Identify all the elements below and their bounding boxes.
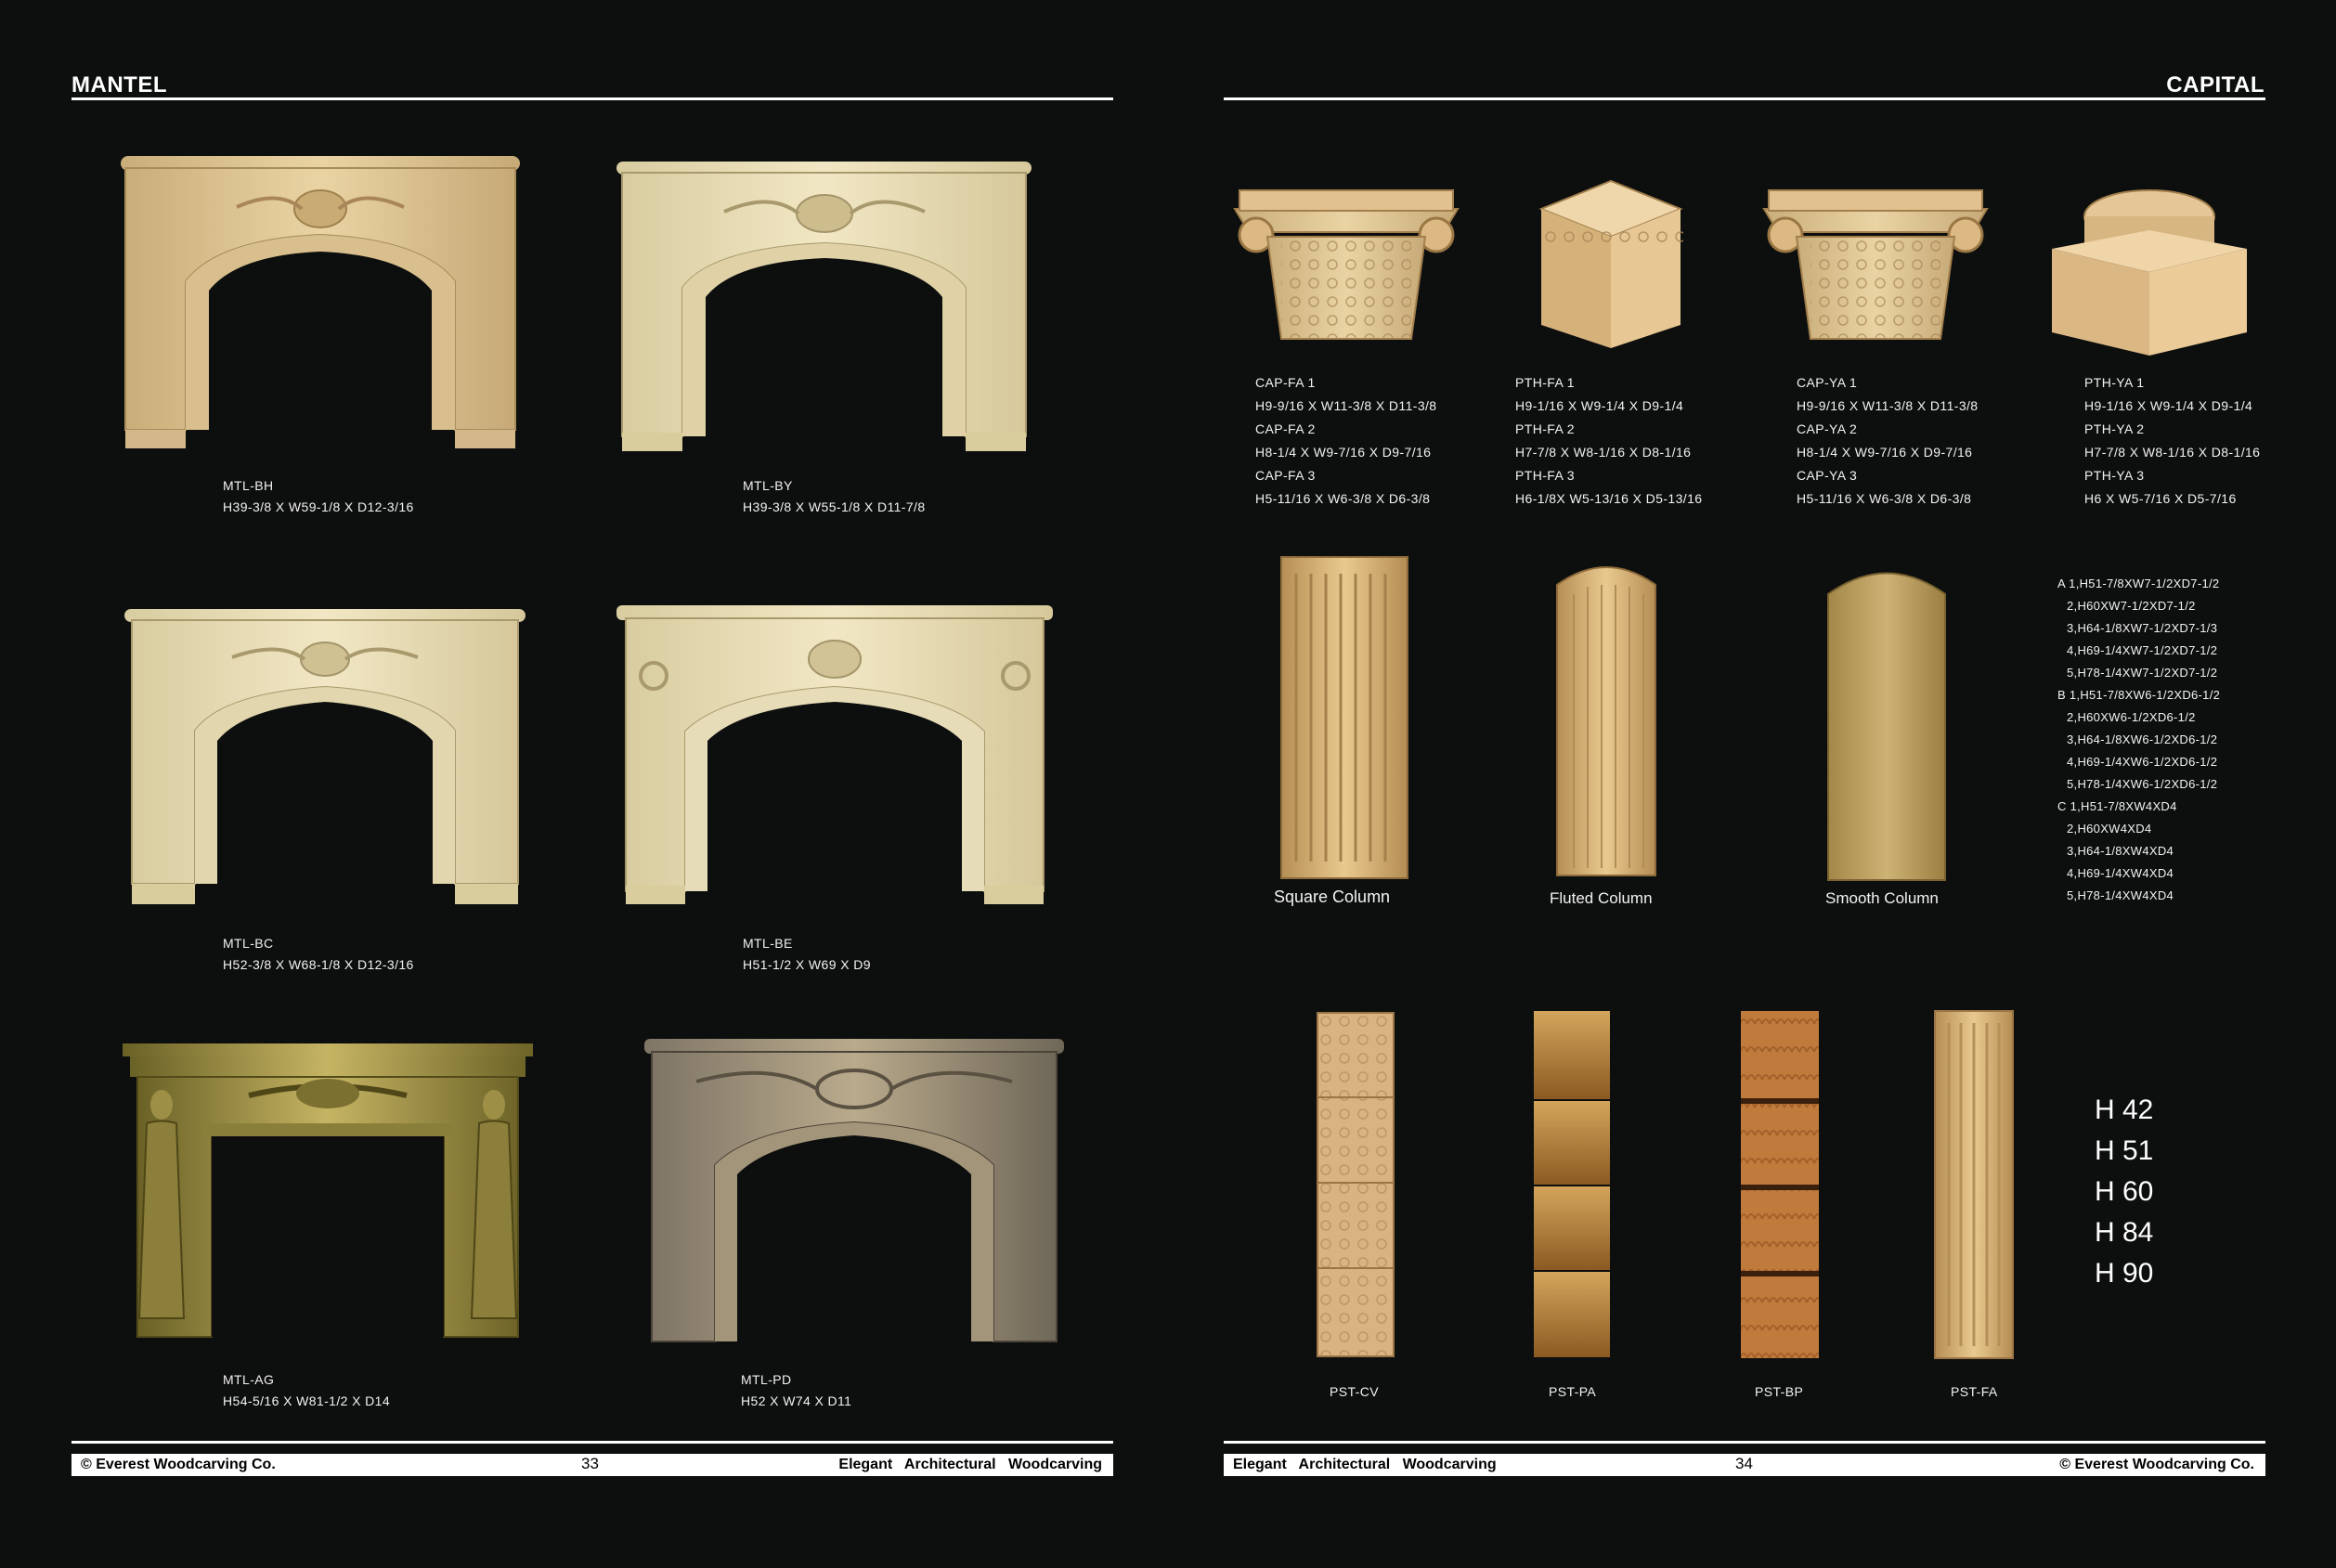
header-rule-right	[1224, 97, 2265, 100]
pilaster-image-pst-fa	[1934, 1010, 2014, 1359]
spec-line: H8-1/4 X W9-7/16 X D9-7/16	[1255, 445, 1432, 460]
spec-line: H9-1/16 X W9-1/4 X D9-1/4	[1515, 398, 1684, 413]
pilaster-image-pst-pa	[1533, 1010, 1611, 1359]
spec-line: H9-1/16 X W9-1/4 X D9-1/4	[2084, 398, 2253, 413]
caption-pth-fa	[1515, 371, 1702, 511]
footer-tagline: Elegant Architectural Woodcarving	[838, 1457, 1102, 1472]
spec-line: H9-9/16 X W11-3/8 X D11-3/8	[1797, 398, 1979, 413]
caption-cap-fa	[1255, 371, 1436, 511]
mantel-image-mtl-be	[613, 602, 1057, 908]
caption-mtl-bh	[223, 475, 414, 518]
spec-line: CAP-YA 1	[1797, 375, 1858, 390]
size-line: 5,H78-1/4XW7-1/2XD7-1/2	[2067, 666, 2218, 680]
spec-line: CAP-YA 3	[1797, 468, 1858, 483]
caption-mtl-ag	[223, 1369, 390, 1412]
page-title-capital: CAPITAL	[2166, 72, 2265, 97]
spec-line: H8-1/4 X W9-7/16 X D9-7/16	[1797, 445, 1973, 460]
spec-line: CAP-YA 2	[1797, 421, 1858, 436]
footer-copyright: © Everest Woodcarving Co.	[81, 1457, 276, 1472]
page-title-mantel: MANTEL	[71, 72, 167, 97]
caption-cap-ya	[1797, 371, 1978, 511]
footer-rule-left	[71, 1441, 1113, 1444]
pilaster-image-pst-bp	[1740, 1010, 1820, 1359]
column-label-square: Square Column	[1274, 888, 1391, 906]
size-line: C 1,H51-7/8XW4XD4	[2057, 799, 2177, 813]
product-size: H52 X W74 X D11	[741, 1393, 852, 1408]
mantel-image-mtl-by	[613, 158, 1035, 451]
product-code: MTL-BH	[223, 478, 274, 493]
height-line: H 42	[2095, 1095, 2154, 1125]
capital-image-cap-ya	[1759, 181, 1992, 348]
pedestal-image-pth-ya	[2047, 184, 2252, 356]
caption-mtl-bc	[223, 933, 414, 976]
pilaster-label-pst-fa: PST-FA	[1951, 1384, 1998, 1399]
column-label-smooth: Smooth Column	[1825, 889, 1939, 907]
column-sizes-list	[2057, 573, 2220, 907]
pilaster-label-pst-pa: PST-PA	[1549, 1384, 1597, 1399]
spec-line: CAP-FA 3	[1255, 468, 1316, 483]
column-image-square	[1279, 555, 1409, 880]
size-line: 4,H69-1/4XW7-1/2XD7-1/2	[2067, 643, 2218, 657]
caption-mtl-be	[743, 933, 871, 976]
size-line: 2,H60XW6-1/2XD6-1/2	[2067, 710, 2196, 724]
product-size: H51-1/2 X W69 X D9	[743, 957, 871, 972]
size-line: 5,H78-1/4XW6-1/2XD6-1/2	[2067, 777, 2218, 791]
pilaster-label-pst-cv: PST-CV	[1330, 1384, 1379, 1399]
height-line: H 90	[2095, 1258, 2154, 1289]
size-line: 2,H60XW7-1/2XD7-1/2	[2067, 599, 2196, 613]
height-line: H 84	[2095, 1217, 2154, 1248]
header-rule-left	[71, 97, 1113, 100]
column-image-smooth	[1826, 562, 1947, 882]
spec-line: H7-7/8 X W8-1/16 X D8-1/16	[2084, 445, 2261, 460]
product-code: MTL-AG	[223, 1372, 275, 1387]
product-code: MTL-BC	[223, 936, 274, 951]
page-number-right: 34	[1735, 1455, 1753, 1472]
pedestal-image-pth-fa	[1523, 172, 1699, 353]
mantel-image-mtl-bh	[116, 151, 525, 450]
spec-line: PTH-YA 1	[2084, 375, 2145, 390]
spec-line: PTH-FA 1	[1515, 375, 1575, 390]
spec-line: H7-7/8 X W8-1/16 X D8-1/16	[1515, 445, 1692, 460]
spec-line: CAP-FA 2	[1255, 421, 1316, 436]
size-line: 4,H69-1/4XW4XD4	[2067, 866, 2174, 880]
mantel-image-mtl-bc	[121, 605, 529, 906]
pilaster-label-pst-bp: PST-BP	[1755, 1384, 1804, 1399]
product-size: H39-3/8 X W55-1/8 X D11-7/8	[743, 499, 926, 514]
size-line: B 1,H51-7/8XW6-1/2XD6-1/2	[2057, 688, 2221, 702]
mantel-image-mtl-ag	[110, 1040, 546, 1346]
caption-mtl-pd	[741, 1369, 851, 1412]
caption-pth-ya	[2084, 371, 2260, 511]
spec-line: PTH-FA 2	[1515, 421, 1575, 436]
pilaster-heights-list	[2095, 1090, 2153, 1294]
pilaster-image-pst-cv	[1317, 1012, 1395, 1357]
column-image-fluted	[1555, 557, 1657, 877]
page-number-left: 33	[581, 1455, 599, 1472]
size-line: 3,H64-1/8XW6-1/2XD6-1/2	[2067, 732, 2218, 746]
product-size: H39-3/8 X W59-1/8 X D12-3/16	[223, 499, 414, 514]
product-size: H54-5/16 X W81-1/2 X D14	[223, 1393, 391, 1408]
height-line: H 60	[2095, 1176, 2154, 1207]
size-line: 2,H60XW4XD4	[2067, 822, 2152, 836]
product-code: MTL-PD	[741, 1372, 792, 1387]
height-line: H 51	[2095, 1135, 2154, 1166]
size-line: 3,H64-1/8XW4XD4	[2067, 844, 2174, 858]
spec-line: PTH-YA 2	[2084, 421, 2145, 436]
spec-line: H6-1/8X W5-13/16 X D5-13/16	[1515, 491, 1703, 506]
size-line: 3,H64-1/8XW7-1/2XD7-1/3	[2067, 621, 2218, 635]
footer-tagline: Elegant Architectural Woodcarving	[1233, 1457, 1497, 1472]
spec-line: CAP-FA 1	[1255, 375, 1316, 390]
spec-line: H5-11/16 X W6-3/8 X D6-3/8	[1797, 491, 1972, 506]
spec-line: PTH-YA 3	[2084, 468, 2145, 483]
spec-line: H6 X W5-7/16 X D5-7/16	[2084, 491, 2237, 506]
product-code: MTL-BE	[743, 936, 793, 951]
spec-line: H5-11/16 X W6-3/8 X D6-3/8	[1255, 491, 1431, 506]
capital-image-cap-fa	[1230, 181, 1462, 348]
footer-copyright: © Everest Woodcarving Co.	[2059, 1457, 2254, 1472]
mantel-image-mtl-pd	[641, 1035, 1068, 1356]
spec-line: H9-9/16 X W11-3/8 X D11-3/8	[1255, 398, 1437, 413]
size-line: 4,H69-1/4XW6-1/2XD6-1/2	[2067, 755, 2218, 769]
size-line: 5,H78-1/4XW4XD4	[2067, 888, 2174, 902]
size-line: A 1,H51-7/8XW7-1/2XD7-1/2	[2057, 577, 2220, 590]
product-size: H52-3/8 X W68-1/8 X D12-3/16	[223, 957, 414, 972]
spec-line: PTH-FA 3	[1515, 468, 1575, 483]
column-label-fluted: Fluted Column	[1550, 889, 1653, 907]
footer-rule-right	[1224, 1441, 2265, 1444]
caption-mtl-by	[743, 475, 926, 518]
product-code: MTL-BY	[743, 478, 793, 493]
